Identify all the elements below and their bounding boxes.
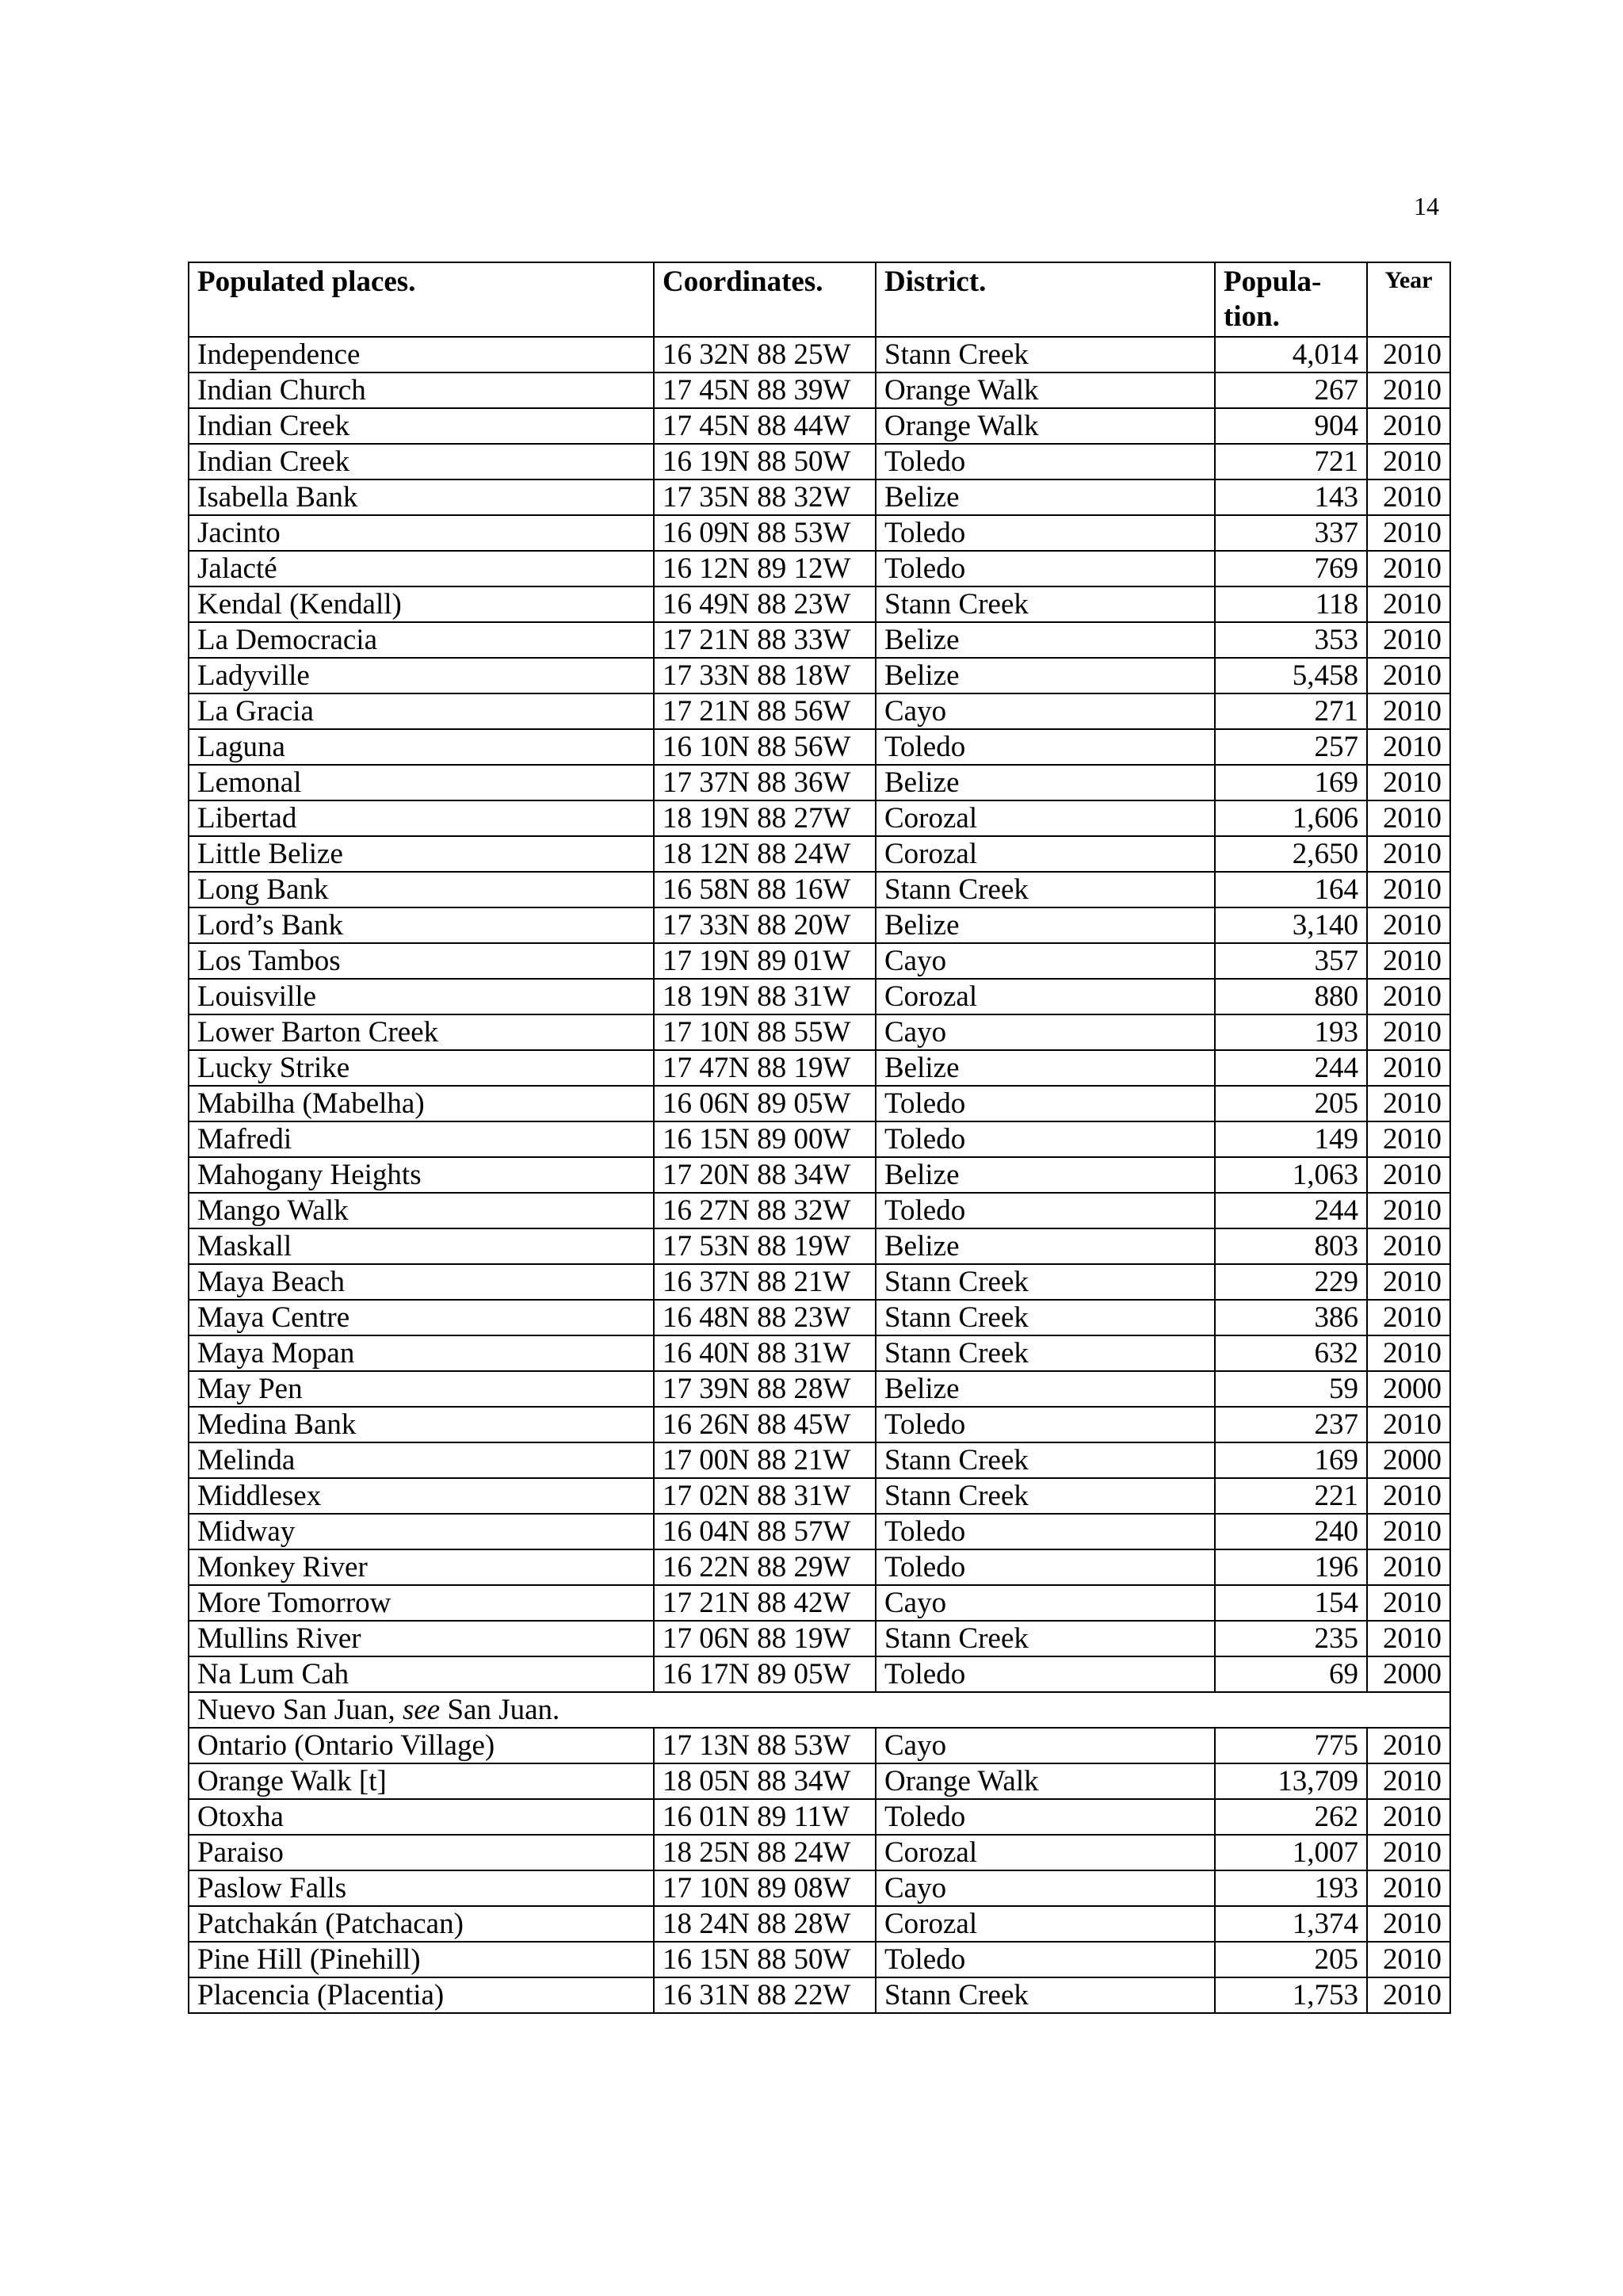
cell-place: Orange Walk [t] <box>189 1763 654 1799</box>
table-row <box>189 907 1450 943</box>
cell-coordinates: 16 32N 88 25W <box>654 337 876 372</box>
cell-year: 2010 <box>1367 1193 1450 1228</box>
cell-district: Stann Creek <box>876 337 1215 372</box>
cell-year: 2010 <box>1367 337 1450 372</box>
cell-place: Paraiso <box>189 1835 654 1870</box>
table-row <box>189 1228 1450 1264</box>
cell-population: 244 <box>1215 1050 1367 1086</box>
cell-coordinates: 17 21N 88 56W <box>654 693 876 729</box>
page-number: 14 <box>1414 192 1439 220</box>
cell-district: Stann Creek <box>876 1442 1215 1478</box>
cell-year: 2010 <box>1367 1763 1450 1799</box>
table-row <box>189 1300 1450 1335</box>
cell-coordinates: 17 19N 89 01W <box>654 943 876 979</box>
cell-place: Isabella Bank <box>189 479 654 515</box>
cell-coordinates: 16 31N 88 22W <box>654 1977 876 2013</box>
cell-place: Paslow Falls <box>189 1870 654 1906</box>
table-row <box>189 479 1450 515</box>
cell-population: 337 <box>1215 515 1367 551</box>
cell-year: 2010 <box>1367 1335 1450 1371</box>
cell-place: Ladyville <box>189 658 654 693</box>
cell-population: 1,063 <box>1215 1157 1367 1193</box>
cell-year: 2010 <box>1367 979 1450 1014</box>
cell-coordinates: 16 26N 88 45W <box>654 1407 876 1442</box>
cell-population: 169 <box>1215 1442 1367 1478</box>
cell-year: 2010 <box>1367 1407 1450 1442</box>
cell-district: Belize <box>876 1157 1215 1193</box>
cell-population: 244 <box>1215 1193 1367 1228</box>
header-population: Popula- tion. <box>1215 262 1367 337</box>
cell-district: Stann Creek <box>876 1621 1215 1656</box>
cell-year: 2010 <box>1367 1728 1450 1763</box>
cell-coordinates: 18 19N 88 31W <box>654 979 876 1014</box>
cell-year: 2000 <box>1367 1371 1450 1407</box>
cell-year: 2010 <box>1367 1942 1450 1977</box>
cell-coordinates: 17 00N 88 21W <box>654 1442 876 1478</box>
table-row <box>189 444 1450 479</box>
cell-place: Medina Bank <box>189 1407 654 1442</box>
cell-population: 143 <box>1215 479 1367 515</box>
cell-population: 1,007 <box>1215 1835 1367 1870</box>
table-row <box>189 943 1450 979</box>
cell-place: Jacinto <box>189 515 654 551</box>
cell-year: 2010 <box>1367 1014 1450 1050</box>
cell-district: Orange Walk <box>876 372 1215 408</box>
cell-coordinates: 16 19N 88 50W <box>654 444 876 479</box>
cell-year: 2010 <box>1367 444 1450 479</box>
cell-year: 2010 <box>1367 586 1450 622</box>
cell-place: Independence <box>189 337 654 372</box>
cell-district: Toledo <box>876 1407 1215 1442</box>
table-row <box>189 337 1450 372</box>
table-row <box>189 1014 1450 1050</box>
note-target: San Juan. <box>440 1694 560 1726</box>
cell-population: 803 <box>1215 1228 1367 1264</box>
table-row <box>189 1407 1450 1442</box>
cell-year: 2010 <box>1367 1977 1450 2013</box>
cell-district: Stann Creek <box>876 1264 1215 1300</box>
cell-district: Toledo <box>876 1086 1215 1121</box>
cell-district: Cayo <box>876 1870 1215 1906</box>
table-row <box>189 515 1450 551</box>
table-row <box>189 800 1450 836</box>
cell-population: 3,140 <box>1215 907 1367 943</box>
table-row <box>189 1977 1450 2013</box>
cell-coordinates: 17 02N 88 31W <box>654 1478 876 1514</box>
cell-district: Corozal <box>876 836 1215 872</box>
table-row <box>189 1335 1450 1371</box>
table-body <box>189 337 1450 2013</box>
cell-year: 2010 <box>1367 1585 1450 1621</box>
cell-year: 2010 <box>1367 693 1450 729</box>
cell-year: 2010 <box>1367 1478 1450 1514</box>
cell-population: 235 <box>1215 1621 1367 1656</box>
cell-year: 2010 <box>1367 1121 1450 1157</box>
cell-year: 2010 <box>1367 1050 1450 1086</box>
cell-coordinates: 16 37N 88 21W <box>654 1264 876 1300</box>
cell-population: 904 <box>1215 408 1367 444</box>
cell-place: Jalacté <box>189 551 654 586</box>
cell-district: Cayo <box>876 1014 1215 1050</box>
cell-population: 775 <box>1215 1728 1367 1763</box>
cell-district: Belize <box>876 622 1215 658</box>
table-row <box>189 872 1450 907</box>
cell-population: 1,753 <box>1215 1977 1367 2013</box>
table-row <box>189 1157 1450 1193</box>
cell-place: Mafredi <box>189 1121 654 1157</box>
table-row <box>189 1621 1450 1656</box>
cell-place: Los Tambos <box>189 943 654 979</box>
cell-population: 169 <box>1215 765 1367 800</box>
cell-population: 1,374 <box>1215 1906 1367 1942</box>
cell-year: 2010 <box>1367 943 1450 979</box>
cell-place: Lower Barton Creek <box>189 1014 654 1050</box>
cell-place: Midway <box>189 1514 654 1549</box>
cell-coordinates: 16 15N 88 50W <box>654 1942 876 1977</box>
cell-coordinates: 16 22N 88 29W <box>654 1549 876 1585</box>
cell-population: 880 <box>1215 979 1367 1014</box>
cell-district: Stann Creek <box>876 1335 1215 1371</box>
cell-place: Ontario (Ontario Village) <box>189 1728 654 1763</box>
cell-coordinates: 17 20N 88 34W <box>654 1157 876 1193</box>
cell-place: Lemonal <box>189 765 654 800</box>
cell-coordinates: 16 27N 88 32W <box>654 1193 876 1228</box>
table-row <box>189 1906 1450 1942</box>
cell-coordinates: 16 09N 88 53W <box>654 515 876 551</box>
cell-district: Toledo <box>876 1942 1215 1977</box>
cell-coordinates: 18 24N 88 28W <box>654 1906 876 1942</box>
cell-place: Indian Church <box>189 372 654 408</box>
table-row <box>189 1549 1450 1585</box>
cell-district: Belize <box>876 765 1215 800</box>
cell-place: Mango Walk <box>189 1193 654 1228</box>
cell-population: 164 <box>1215 872 1367 907</box>
cell-year: 2010 <box>1367 729 1450 765</box>
cross-reference-note <box>189 1692 1450 1728</box>
populated-places-table <box>188 262 1451 2014</box>
cell-population: 149 <box>1215 1121 1367 1157</box>
cell-place: Indian Creek <box>189 408 654 444</box>
cell-place: Louisville <box>189 979 654 1014</box>
cell-population: 353 <box>1215 622 1367 658</box>
cell-coordinates: 17 39N 88 28W <box>654 1371 876 1407</box>
cell-coordinates: 16 06N 89 05W <box>654 1086 876 1121</box>
cell-district: Cayo <box>876 1585 1215 1621</box>
header-place: Populated places. <box>189 262 654 337</box>
table-row <box>189 1728 1450 1763</box>
cell-district: Toledo <box>876 1799 1215 1835</box>
cell-place: Libertad <box>189 800 654 836</box>
table-row <box>189 1585 1450 1621</box>
table-row <box>189 1763 1450 1799</box>
cell-year: 2010 <box>1367 1264 1450 1300</box>
cell-district: Orange Walk <box>876 408 1215 444</box>
cell-district: Cayo <box>876 693 1215 729</box>
cell-coordinates: 16 15N 89 00W <box>654 1121 876 1157</box>
cell-place: Indian Creek <box>189 444 654 479</box>
cell-year: 2010 <box>1367 515 1450 551</box>
cell-population: 2,650 <box>1215 836 1367 872</box>
cell-year: 2010 <box>1367 1157 1450 1193</box>
table-row <box>189 1870 1450 1906</box>
table-row <box>189 979 1450 1014</box>
cell-coordinates: 17 06N 88 19W <box>654 1621 876 1656</box>
cell-district: Toledo <box>876 1656 1215 1692</box>
cell-place: Monkey River <box>189 1549 654 1585</box>
cell-place: Kendal (Kendall) <box>189 586 654 622</box>
cell-population: 13,709 <box>1215 1763 1367 1799</box>
cell-place: Long Bank <box>189 872 654 907</box>
cell-coordinates: 18 19N 88 27W <box>654 800 876 836</box>
table-row <box>189 1121 1450 1157</box>
cell-place: Maya Beach <box>189 1264 654 1300</box>
cell-district: Stann Creek <box>876 1977 1215 2013</box>
cell-year: 2010 <box>1367 765 1450 800</box>
cell-coordinates: 17 45N 88 44W <box>654 408 876 444</box>
cell-population: 632 <box>1215 1335 1367 1371</box>
table-row <box>189 1264 1450 1300</box>
cell-coordinates: 17 33N 88 20W <box>654 907 876 943</box>
table-row <box>189 372 1450 408</box>
cell-coordinates: 16 49N 88 23W <box>654 586 876 622</box>
cell-district: Toledo <box>876 729 1215 765</box>
table-row <box>189 1086 1450 1121</box>
table-row <box>189 1942 1450 1977</box>
cell-district: Toledo <box>876 1549 1215 1585</box>
table-row <box>189 1656 1450 1692</box>
cell-district: Cayo <box>876 1728 1215 1763</box>
cell-population: 267 <box>1215 372 1367 408</box>
cell-population: 193 <box>1215 1870 1367 1906</box>
cell-place: Pine Hill (Pinehill) <box>189 1942 654 1977</box>
cell-district: Belize <box>876 1228 1215 1264</box>
cell-coordinates: 17 33N 88 18W <box>654 658 876 693</box>
cell-district: Corozal <box>876 800 1215 836</box>
cell-population: 1,606 <box>1215 800 1367 836</box>
cell-year: 2010 <box>1367 1300 1450 1335</box>
cell-population: 118 <box>1215 586 1367 622</box>
cell-place: Laguna <box>189 729 654 765</box>
cell-place: Middlesex <box>189 1478 654 1514</box>
cell-population: 59 <box>1215 1371 1367 1407</box>
cell-coordinates: 17 13N 88 53W <box>654 1728 876 1763</box>
note-see: see <box>402 1694 441 1726</box>
cell-population: 386 <box>1215 1300 1367 1335</box>
cell-district: Corozal <box>876 1906 1215 1942</box>
cell-district: Corozal <box>876 979 1215 1014</box>
table-row <box>189 1442 1450 1478</box>
cell-district: Toledo <box>876 551 1215 586</box>
cell-district: Toledo <box>876 1121 1215 1157</box>
cell-place: Otoxha <box>189 1799 654 1835</box>
cell-place: Maskall <box>189 1228 654 1264</box>
cell-population: 205 <box>1215 1942 1367 1977</box>
table-row <box>189 1050 1450 1086</box>
cell-population: 769 <box>1215 551 1367 586</box>
cell-place: Placencia (Placentia) <box>189 1977 654 2013</box>
cell-year: 2010 <box>1367 1228 1450 1264</box>
cell-coordinates: 16 48N 88 23W <box>654 1300 876 1335</box>
cell-coordinates: 17 53N 88 19W <box>654 1228 876 1264</box>
cell-coordinates: 18 25N 88 24W <box>654 1835 876 1870</box>
cell-district: Belize <box>876 479 1215 515</box>
table-row <box>189 658 1450 693</box>
cell-population: 196 <box>1215 1549 1367 1585</box>
cell-district: Toledo <box>876 444 1215 479</box>
table-row <box>189 1514 1450 1549</box>
table-row <box>189 1692 1450 1728</box>
cell-year: 2010 <box>1367 907 1450 943</box>
table-row <box>189 1193 1450 1228</box>
cell-coordinates: 17 35N 88 32W <box>654 479 876 515</box>
cell-district: Cayo <box>876 943 1215 979</box>
cell-district: Stann Creek <box>876 872 1215 907</box>
table-row <box>189 693 1450 729</box>
cell-year: 2010 <box>1367 1870 1450 1906</box>
note-text: Nuevo San Juan, <box>197 1694 403 1726</box>
table-row <box>189 1371 1450 1407</box>
cell-population: 205 <box>1215 1086 1367 1121</box>
header-coordinates: Coordinates. <box>654 262 876 337</box>
cell-year: 2010 <box>1367 800 1450 836</box>
table-row <box>189 1799 1450 1835</box>
table-row <box>189 586 1450 622</box>
cell-year: 2010 <box>1367 1835 1450 1870</box>
table-row <box>189 836 1450 872</box>
cell-district: Orange Walk <box>876 1763 1215 1799</box>
cell-coordinates: 16 58N 88 16W <box>654 872 876 907</box>
cell-district: Belize <box>876 1371 1215 1407</box>
cell-place: Little Belize <box>189 836 654 872</box>
cell-place: Lord’s Bank <box>189 907 654 943</box>
cell-population: 69 <box>1215 1656 1367 1692</box>
cell-place: More Tomorrow <box>189 1585 654 1621</box>
cell-place: May Pen <box>189 1371 654 1407</box>
cell-population: 193 <box>1215 1014 1367 1050</box>
cell-coordinates: 17 37N 88 36W <box>654 765 876 800</box>
cell-year: 2010 <box>1367 1549 1450 1585</box>
cell-year: 2010 <box>1367 479 1450 515</box>
cell-district: Stann Creek <box>876 1300 1215 1335</box>
cell-coordinates: 16 17N 89 05W <box>654 1656 876 1692</box>
cell-place: Patchakán (Patchacan) <box>189 1906 654 1942</box>
cell-coordinates: 17 47N 88 19W <box>654 1050 876 1086</box>
cell-population: 229 <box>1215 1264 1367 1300</box>
cell-coordinates: 16 12N 89 12W <box>654 551 876 586</box>
cell-coordinates: 17 21N 88 42W <box>654 1585 876 1621</box>
header-district: District. <box>876 262 1215 337</box>
cell-district: Belize <box>876 1050 1215 1086</box>
cell-district: Stann Creek <box>876 586 1215 622</box>
table-row <box>189 551 1450 586</box>
cell-place: Na Lum Cah <box>189 1656 654 1692</box>
cell-population: 271 <box>1215 693 1367 729</box>
cell-population: 237 <box>1215 1407 1367 1442</box>
table-row <box>189 1835 1450 1870</box>
cell-population: 5,458 <box>1215 658 1367 693</box>
cell-coordinates: 16 10N 88 56W <box>654 729 876 765</box>
cell-district: Belize <box>876 658 1215 693</box>
header-year: Year <box>1367 262 1450 337</box>
cell-coordinates: 16 40N 88 31W <box>654 1335 876 1371</box>
table-row <box>189 765 1450 800</box>
cell-year: 2010 <box>1367 1621 1450 1656</box>
table-row <box>189 1478 1450 1514</box>
cell-year: 2010 <box>1367 1799 1450 1835</box>
cell-year: 2000 <box>1367 1656 1450 1692</box>
cell-place: Mahogany Heights <box>189 1157 654 1193</box>
cell-place: Mabilha (Mabelha) <box>189 1086 654 1121</box>
cell-place: La Gracia <box>189 693 654 729</box>
cell-population: 721 <box>1215 444 1367 479</box>
cell-population: 262 <box>1215 1799 1367 1835</box>
cell-district: Toledo <box>876 1514 1215 1549</box>
cell-year: 2010 <box>1367 1514 1450 1549</box>
table-header-row <box>189 262 1450 337</box>
cell-coordinates: 17 21N 88 33W <box>654 622 876 658</box>
cell-population: 240 <box>1215 1514 1367 1549</box>
cell-year: 2010 <box>1367 1086 1450 1121</box>
cell-population: 257 <box>1215 729 1367 765</box>
cell-district: Belize <box>876 907 1215 943</box>
cell-coordinates: 17 45N 88 39W <box>654 372 876 408</box>
cell-place: La Democracia <box>189 622 654 658</box>
cell-place: Lucky Strike <box>189 1050 654 1086</box>
table-row <box>189 622 1450 658</box>
cell-district: Toledo <box>876 515 1215 551</box>
cell-year: 2010 <box>1367 408 1450 444</box>
table-row <box>189 408 1450 444</box>
cell-year: 2010 <box>1367 622 1450 658</box>
cell-coordinates: 18 12N 88 24W <box>654 836 876 872</box>
cell-district: Stann Creek <box>876 1478 1215 1514</box>
cell-coordinates: 16 01N 89 11W <box>654 1799 876 1835</box>
cell-year: 2010 <box>1367 836 1450 872</box>
cell-place: Melinda <box>189 1442 654 1478</box>
cell-year: 2010 <box>1367 1906 1450 1942</box>
cell-year: 2010 <box>1367 551 1450 586</box>
cell-year: 2000 <box>1367 1442 1450 1478</box>
cell-place: Mullins River <box>189 1621 654 1656</box>
cell-coordinates: 17 10N 88 55W <box>654 1014 876 1050</box>
cell-district: Toledo <box>876 1193 1215 1228</box>
cell-population: 221 <box>1215 1478 1367 1514</box>
cell-population: 4,014 <box>1215 337 1367 372</box>
cell-coordinates: 17 10N 89 08W <box>654 1870 876 1906</box>
cell-place: Maya Mopan <box>189 1335 654 1371</box>
table-row <box>189 729 1450 765</box>
cell-year: 2010 <box>1367 658 1450 693</box>
cell-coordinates: 18 05N 88 34W <box>654 1763 876 1799</box>
cell-population: 357 <box>1215 943 1367 979</box>
cell-district: Corozal <box>876 1835 1215 1870</box>
cell-population: 154 <box>1215 1585 1367 1621</box>
cell-year: 2010 <box>1367 372 1450 408</box>
cell-year: 2010 <box>1367 872 1450 907</box>
cell-coordinates: 16 04N 88 57W <box>654 1514 876 1549</box>
cell-place: Maya Centre <box>189 1300 654 1335</box>
